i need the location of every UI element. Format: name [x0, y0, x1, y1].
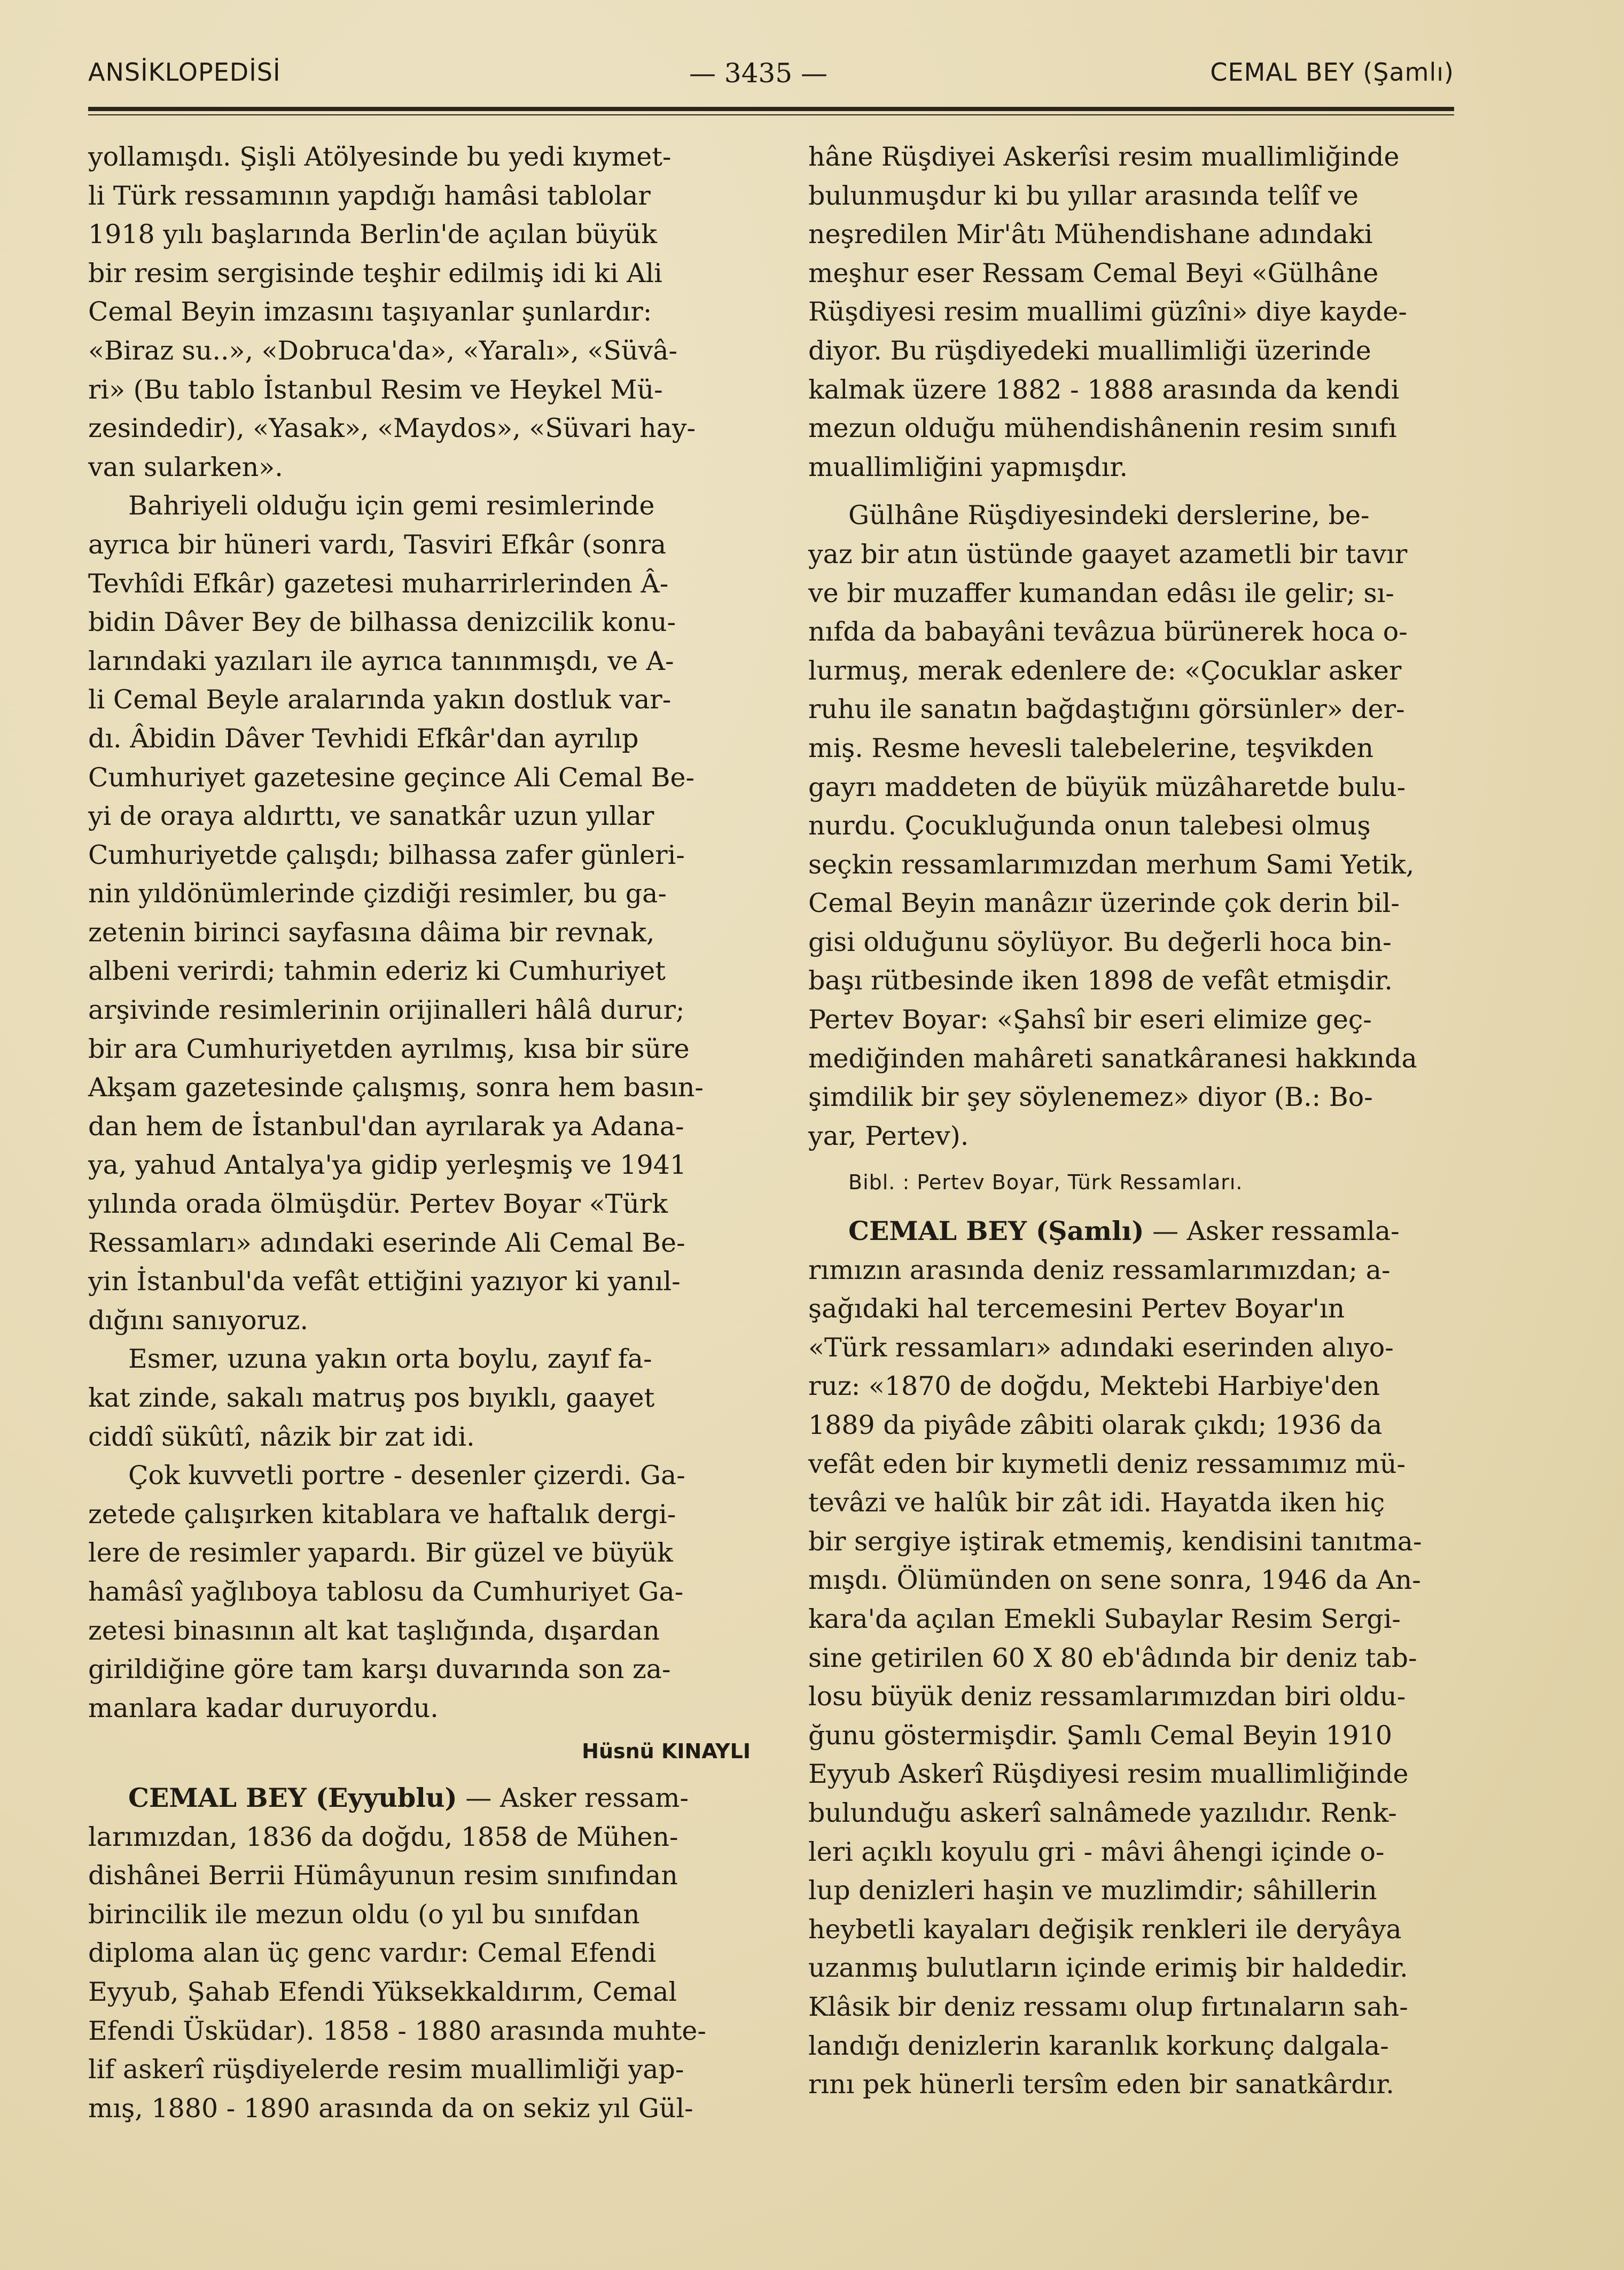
entry-headword: CEMAL BEY (Eyyublu)	[128, 1782, 457, 1813]
entry-text: — Asker ressamla- rımızın arasında deniz ressamlarımızdan; a- şağıdaki hal tercemesini Pertev Boyar'ın «Türk ressamları» adındaki eserinden alıyo- ruz: «1870 de doğdu, Mektebi Harbiye'den 1889 da piyâde zâbiti olarak çıkdı; 1936 da vefât eden bir kıymetli deniz ressamımız mü- tevâzi ve halûk bir zât idi. Hayatda iken hiç bir sergiye iştirak etmemiş, kendisini tanıtma- mışdı. Ölümünden on sene sonra, 1946 da An- kara'da açılan Emekli Subaylar Resim Sergi- sine getirilen 60 X 80 eb'âdında bir deniz tab- losu büyük deniz ressamlarımızdan biri oldu- ğunu göstermişdir. Şamlı Cemal Beyin 1910 Eyyub Askerî Rüşdiyesi resim muallimliğinde bulunduğu askerî salnâmede yazılıdır. Renk- leri açıklı koyulu gri - mâvi âhengi içinde o- lup denizleri haşin ve muzlimdir; sâhillerin heybetli kayaları değişik renkleri ile deryâya uzanmış bulutların içinde erimiş bir haldedir. Klâsik bir deniz ressamı olup fırtınaların sah- landığı denizlerin karanlık korkunç dalgala- rını pek hünerli tersîm eden bir sanatkârdır.	[808, 1216, 1422, 2100]
header-rule-thick	[88, 107, 1454, 111]
header-entry-title: CEMAL BEY (Şamlı)	[1210, 58, 1454, 87]
entry-headword: CEMAL BEY (Şamlı)	[848, 1215, 1144, 1247]
entry-samli	[808, 1212, 1465, 2104]
entry-text: — Asker ressam- larımızdan, 1836 da doğdu, 1858 de Mühen- dishânei Berrii Hümâyunun resim sınıfından birincilik ile mezun oldu (o yıl bu sınıfdan diploma alan üç genc vardır: Cemal Efendi Eyyub, Şahab Efendi Yüksekkaldırım, Cemal Efendi Üsküdar). 1858 - 1880 arasında muhte- lif askerî rüşdiyelerde resim muallimliği yap- mış, 1880 - 1890 arasında da on sekiz yıl Gül-	[88, 1782, 706, 2124]
entry-eyyublu	[88, 1778, 751, 2128]
paragraph: Çok kuvvetli portre - desenler çizerdi. Ga- zetede çalışırken kitablara ve haftalık dergi- lere de resimler yapardı. Bir güzel ve büyük hamâsî yağlıboya tablosu da Cumhuriyet Ga- zetesi binasının alt kat taşlığında, dışardan girildiğine göre tam karşı duvarında son za- manlara kadar duruyordu.	[88, 1460, 685, 1723]
left-column	[88, 138, 751, 2128]
paragraph: yollamışdı. Şişli Atölyesinde bu yedi kıymet- li Türk ressamının yapdığı hamâsi tablolar 1918 yılı başlarında Berlin'de açılan büyük bir resim sergisinde teşhir edilmiş idi ki Ali Cemal Beyin imzasını taşıyanlar şunlardır: «Biraz su..», «Dobruca'da», «Yaralı», «Süvâ- ri» (Bu tablo İstanbul Resim ve Heykel Mü- zesindedir), «Yasak», «Maydos», «Süvari hay- van sularken».	[88, 142, 696, 482]
bibliography: Bibl. : Pertev Boyar, Türk Ressamları.	[848, 1171, 1243, 1195]
header-rule-thin	[88, 114, 1454, 115]
paragraph: Esmer, uzuna yakın orta boylu, zayıf fa- kat zinde, sakalı matruş pos bıyıklı, gaayet ciddî sükûtî, nâzik bir zat idi.	[88, 1344, 655, 1452]
author-signature: Hüsnü KINAYLI	[582, 1739, 751, 1764]
running-header	[88, 58, 1454, 111]
paragraph: hâne Rüşdiyei Askerîsi resim muallimliğinde bulunmuşdur ki bu yıllar arasında telîf ve neşredilen Mir'âtı Mühendishane adındaki meşhur eser Ressam Cemal Beyi «Gülhâne Rüşdiyesi resim muallimi güzîni» diye kayde- diyor. Bu rüşdiyedeki muallimliği üzerinde kalmak üzere 1882 - 1888 arasında da kendi mezun olduğu mühendishânenin resim sınıfı muallimliğini yapmışdır.	[808, 142, 1407, 482]
header-encyclopedia-title: ANSİKLOPEDİSİ	[88, 58, 281, 87]
paragraph: Bahriyeli olduğu için gemi resimlerinde ayrıca bir hüneri vardı, Tasviri Efkâr (sonra Tevhîdi Efkâr) gazetesi muharrirlerinden Â- bidin Dâver Bey de bilhassa denizcilik konu- larındaki yazıları ile ayrıca tanınmışdı, ve A- li Cemal Beyle aralarında yakın dostluk var- dı. Âbidin Dâver Tevhidi Efkâr'dan ayrılıp Cumhuriyet gazetesine geçince Ali Cemal Be- yi de oraya aldırttı, ve sanatkâr uzun yıllar Cumhuriyetde çalışdı; bilhassa zafer günleri- nin yıldönümlerinde çizdiği resimler, bu ga- zetenin birinci sayfasına dâima bir revnak, albeni verirdi; tahmin ederiz ki Cumhuriyet arşivinde resimlerinin orijinalleri hâlâ durur; bir ara Cumhuriyetden ayrılmış, kısa bir süre Akşam gazetesinde çalışmış, sonra hem basın- dan hem de İstanbul'dan ayrılarak ya Adana- ya, yahud Antalya'ya gidip yerleşmiş ve 1941 yılında orada ölmüşdür. Pertev Boyar «Türk Ressamları» adındaki eserinde Ali Cemal Be- yin İstanbul'da vefât ettiğini yazıyor ki yanıl- dığını sanıyoruz.	[88, 490, 704, 1336]
page-number: — 3435 —	[689, 58, 828, 89]
paragraph: Gülhâne Rüşdiyesindeki derslerine, be- yaz bir atın üstünde gaayet azametli bir tavır ve bir muzaffer kumandan edâsı ile gelir; sı- nıfda da babayâni tevâzua bürünerek hoca o- lurmuş, merak edenlere de: «Çocuklar asker ruhu ile sanatın bağdaştığını görsünler» der- miş. Resme hevesli talebelerine, teşvikden gayrı maddeten de büyük müzâharetde bulu- nurdu. Çocukluğunda onun talebesi olmuş seçkin ressamlarımızdan merhum Sami Yetik, Cemal Beyin manâzır üzerinde çok derin bil- gisi olduğunu söylüyor. Bu değerli hoca bin- başı rütbesinde iken 1898 de vefât etmişdir. Pertev Boyar: «Şahsî bir eseri elimize geç- mediğinden mahâreti sanatkâranesi hakkında şimdilik bir şey söylenemez» diyor (B.: Bo- yar, Pertev).	[808, 500, 1417, 1151]
right-column	[808, 138, 1465, 2104]
